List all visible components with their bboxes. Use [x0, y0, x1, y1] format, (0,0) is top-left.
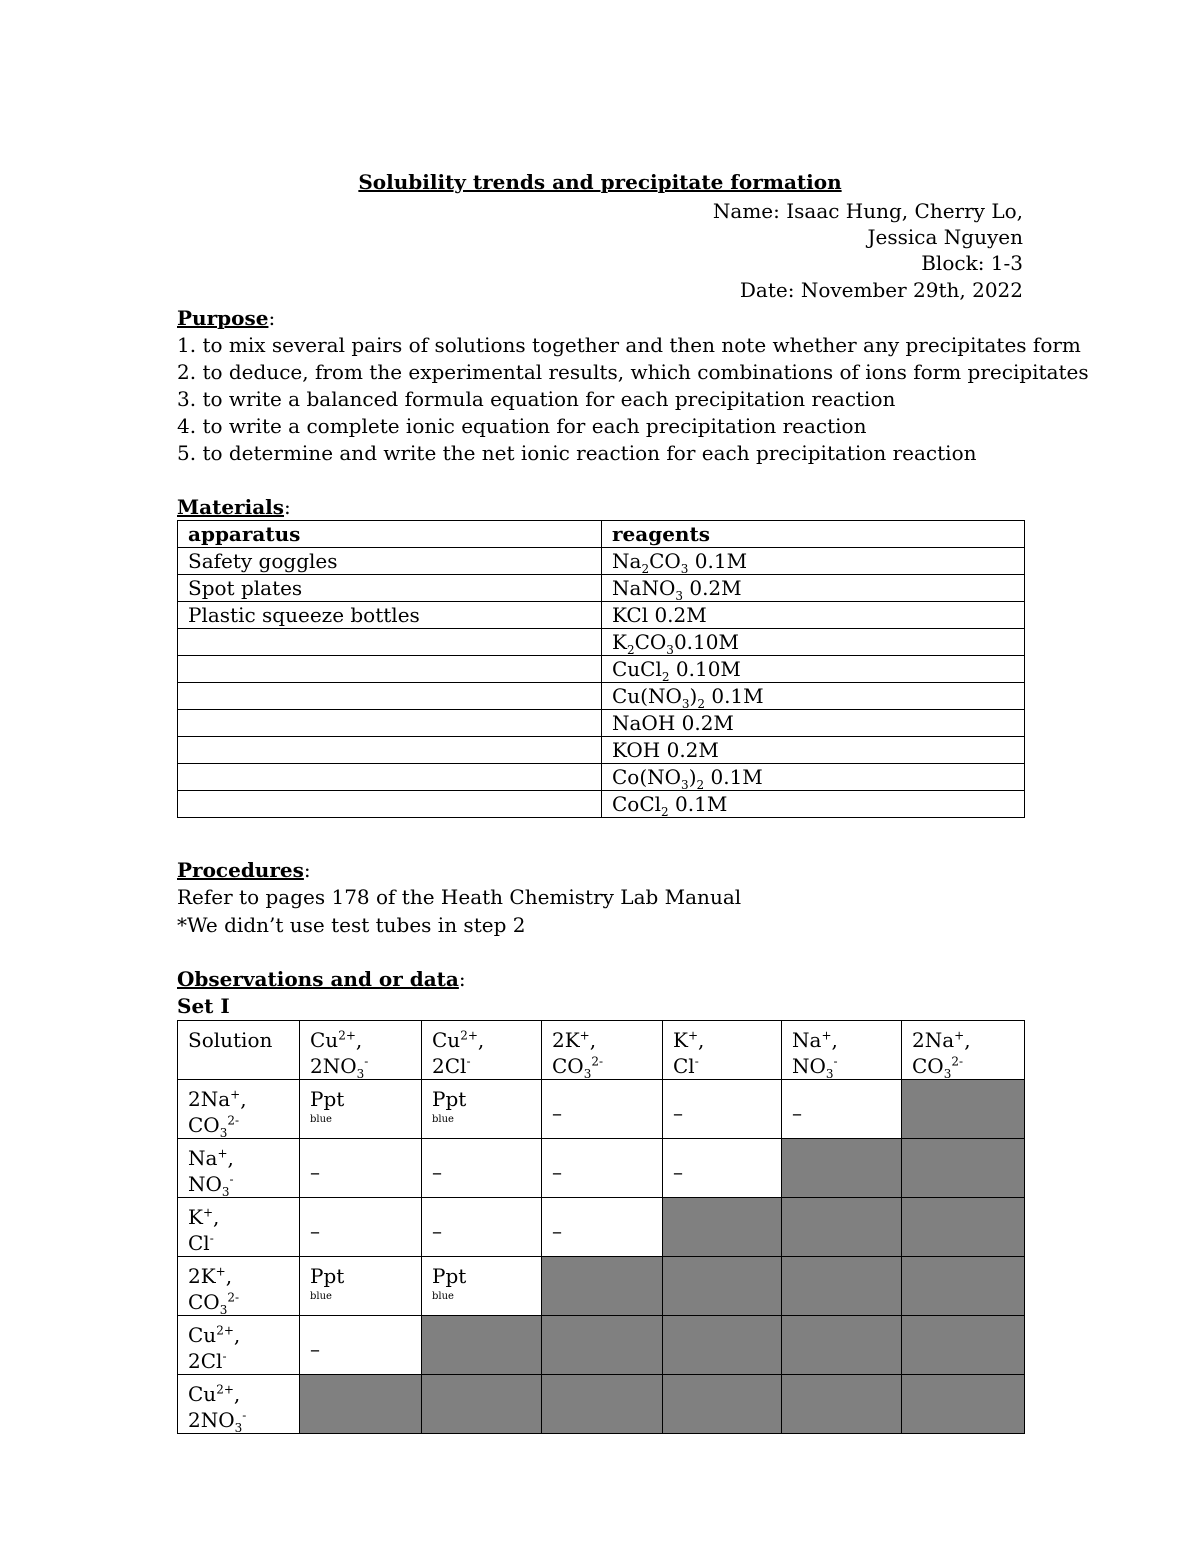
row-header: K+, Cl-	[178, 1198, 300, 1257]
column-header: 2K+, $CO_3^{2-}$	[542, 1021, 663, 1080]
result-cell: –	[663, 1080, 782, 1139]
apparatus-cell: Spot plates	[178, 575, 602, 602]
result-cell: –	[300, 1139, 422, 1198]
column-header: K+, Cl-	[663, 1021, 782, 1080]
table-row	[178, 575, 1025, 602]
procedures-heading-row: Procedures:	[177, 858, 311, 882]
purpose-heading: Purpose	[177, 306, 269, 330]
apparatus-cell: Safety goggles	[178, 548, 602, 575]
observations-heading: Observations and or data	[177, 967, 459, 991]
result-cell: –	[422, 1198, 542, 1257]
apparatus-cell	[178, 764, 602, 791]
block-line: Block: 1-3	[921, 251, 1023, 275]
shaded-cell	[902, 1139, 1025, 1198]
shaded-cell	[542, 1316, 663, 1375]
reagent-cell: CoCl$_2$ 0.1M	[602, 791, 1025, 818]
name-line-1: Name: Isaac Hung, Cherry Lo,	[712, 199, 1023, 223]
shaded-cell	[663, 1375, 782, 1434]
reagent-cell: $Co(NO_3)_2$ 0.1M	[602, 764, 1025, 791]
column-header: $Cu^{2+}$, $2NO_3^-$	[300, 1021, 422, 1080]
reagents-header: reagents	[602, 521, 1025, 548]
materials-heading-row: Materials:	[177, 495, 291, 519]
table-row	[178, 1316, 1025, 1375]
table-row	[178, 1257, 1025, 1316]
result-cell: –	[663, 1139, 782, 1198]
shaded-cell	[663, 1316, 782, 1375]
shaded-cell	[782, 1198, 902, 1257]
table-row	[178, 656, 1025, 683]
result-cell: Ppt blue	[422, 1257, 542, 1316]
result-cell: –	[300, 1316, 422, 1375]
result-cell: –	[422, 1139, 542, 1198]
purpose-item-3: 3. to write a balanced formula equation for each precipitation reaction	[177, 387, 896, 411]
purpose-item-2: 2. to deduce, from the experimental results, which combinations of ions form precipitates	[177, 360, 1089, 384]
purpose-heading-row: Purpose:	[177, 306, 276, 330]
reagent-cell: $K_2CO_30.10M$	[602, 629, 1025, 656]
shaded-cell	[782, 1257, 902, 1316]
table-row	[178, 1080, 1025, 1139]
column-header: 2Na+, $CO_3^{2-}$	[902, 1021, 1025, 1080]
shaded-cell	[782, 1139, 902, 1198]
table-row	[178, 629, 1025, 656]
shaded-cell	[542, 1257, 663, 1316]
shaded-cell	[902, 1080, 1025, 1139]
name-line-2: Jessica Nguyen	[867, 225, 1023, 249]
row-header: 2Na+, $CO_3^{2-}$	[178, 1080, 300, 1139]
table-row	[178, 1139, 1025, 1198]
table-row	[178, 710, 1025, 737]
table-row	[178, 521, 1025, 548]
reagent-cell: KOH 0.2M	[602, 737, 1025, 764]
materials-heading: Materials	[177, 495, 285, 519]
result-cell: –	[542, 1139, 663, 1198]
apparatus-cell	[178, 629, 602, 656]
table-row	[178, 1021, 1025, 1080]
table-row	[178, 764, 1025, 791]
column-header: $Cu^{2+}$, 2Cl-	[422, 1021, 542, 1080]
apparatus-cell: Plastic squeeze bottles	[178, 602, 602, 629]
date-line: Date: November 29th, 2022	[739, 278, 1023, 302]
document-title: Solubility trends and precipitate formation	[358, 170, 842, 194]
reagent-cell: NaNO$_3$ 0.2M	[602, 575, 1025, 602]
apparatus-cell	[178, 737, 602, 764]
shaded-cell	[663, 1257, 782, 1316]
procedures-line-1: Refer to pages 178 of the Heath Chemistry Lab Manual	[177, 885, 742, 909]
table-row	[178, 737, 1025, 764]
row-header: $Cu^{2+}$, $2NO_3^-$	[178, 1375, 300, 1434]
reagent-cell: KCl 0.2M	[602, 602, 1025, 629]
apparatus-cell	[178, 656, 602, 683]
row-header: 2K+, $CO_3^{2-}$	[178, 1257, 300, 1316]
table-row	[178, 1375, 1025, 1434]
table-row	[178, 602, 1025, 629]
reagent-cell: CuCl$_2$ 0.10M	[602, 656, 1025, 683]
set-label: Set I	[177, 994, 230, 1018]
row-header: Na+, $NO_3^-$	[178, 1139, 300, 1198]
solution-header: Solution	[178, 1021, 300, 1080]
apparatus-cell	[178, 791, 602, 818]
shaded-cell	[902, 1198, 1025, 1257]
observations-heading-row: Observations and or data:	[177, 967, 466, 991]
apparatus-cell	[178, 683, 602, 710]
result-cell: Ppt blue	[300, 1080, 422, 1139]
result-cell: Ppt blue	[422, 1080, 542, 1139]
shaded-cell	[422, 1316, 542, 1375]
table-row	[178, 1198, 1025, 1257]
shaded-cell	[663, 1198, 782, 1257]
result-cell: –	[782, 1080, 902, 1139]
shaded-cell	[782, 1375, 902, 1434]
shaded-cell	[542, 1375, 663, 1434]
shaded-cell	[902, 1257, 1025, 1316]
shaded-cell	[902, 1316, 1025, 1375]
materials-table	[177, 520, 1025, 818]
reagent-cell: NaOH 0.2M	[602, 710, 1025, 737]
table-row	[178, 548, 1025, 575]
observations-table	[177, 1020, 1025, 1434]
procedures-heading: Procedures	[177, 858, 304, 882]
result-cell: –	[542, 1080, 663, 1139]
reagent-cell: $Cu(NO_3)_2$ 0.1M	[602, 683, 1025, 710]
procedures-line-2: *We didn’t use test tubes in step 2	[177, 913, 526, 937]
reagent-cell: $Na_2CO_3$ 0.1M	[602, 548, 1025, 575]
purpose-item-4: 4. to write a complete ionic equation for each precipitation reaction	[177, 414, 867, 438]
result-cell: Ppt blue	[300, 1257, 422, 1316]
shaded-cell	[422, 1375, 542, 1434]
apparatus-cell	[178, 710, 602, 737]
result-cell: –	[542, 1198, 663, 1257]
table-row	[178, 791, 1025, 818]
column-header: Na+, $NO_3^-$	[782, 1021, 902, 1080]
apparatus-header: apparatus	[178, 521, 602, 548]
table-row	[178, 683, 1025, 710]
shaded-cell	[300, 1375, 422, 1434]
purpose-item-1: 1. to mix several pairs of solutions together and then note whether any precipitates form	[177, 333, 1081, 357]
row-header: $Cu^{2+}$, 2Cl-	[178, 1316, 300, 1375]
shaded-cell	[902, 1375, 1025, 1434]
purpose-item-5: 5. to determine and write the net ionic reaction for each precipitation reaction	[177, 441, 977, 465]
result-cell: –	[300, 1198, 422, 1257]
shaded-cell	[782, 1316, 902, 1375]
